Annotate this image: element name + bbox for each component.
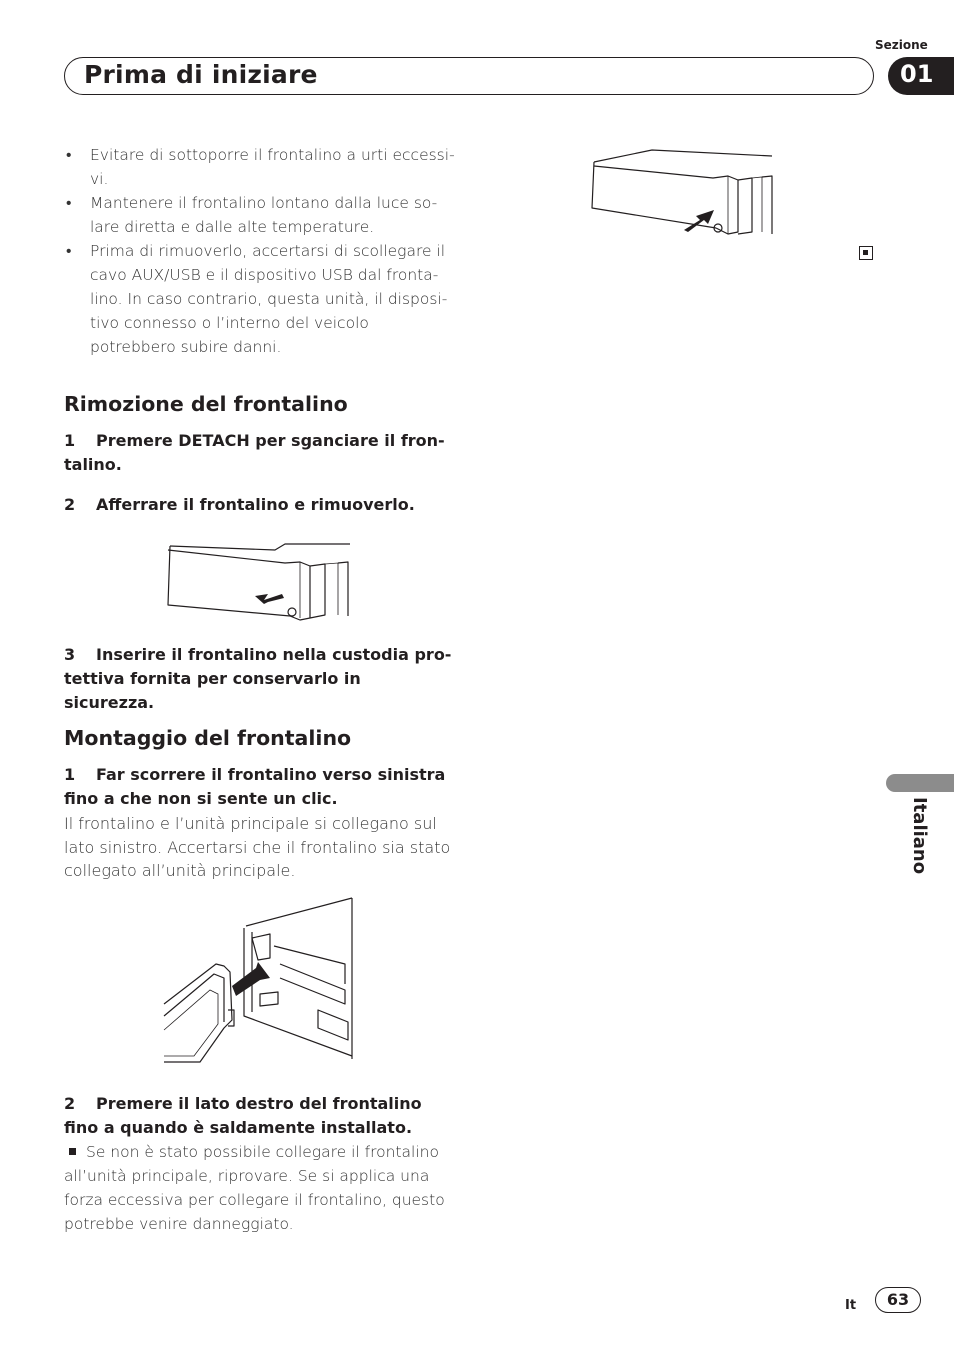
remove-faceplate-illustration <box>160 530 355 622</box>
step-text: Afferrare il frontalino e rimuoverlo. <box>96 495 415 514</box>
language-code: It <box>845 1298 857 1313</box>
section-number-badge: 01 <box>888 57 954 95</box>
mounting-note <box>64 1140 456 1236</box>
attach-faceplate-illustration <box>160 894 355 1072</box>
removal-step-3 <box>64 643 454 715</box>
attach-right-side-illustration <box>588 148 776 240</box>
language-label: Italiano <box>909 797 930 875</box>
note-icon <box>69 1148 76 1155</box>
step-number: 1 <box>64 431 76 450</box>
step-number: 2 <box>64 1094 76 1113</box>
mounting-step-1-body: Il frontalino e l’unità principale si collegano sul lato sinistro. Accertarsi che il frontalino sia stato collegato all’unità principale. <box>64 814 451 880</box>
step-text: Premere il lato destro del frontalino fino a quando è saldamente installato. <box>64 1094 422 1137</box>
removal-step-2 <box>64 493 454 517</box>
mounting-step-1 <box>64 763 454 811</box>
mounting-heading: Montaggio del frontalino <box>64 726 352 750</box>
removal-step-1 <box>64 429 454 477</box>
section-label: Sezione <box>875 38 928 52</box>
step-number: 2 <box>64 495 76 514</box>
list-item: • Evitare di sottoporre il frontalino a urti eccessi-vi. <box>64 143 456 191</box>
list-item: • Mantenere il frontalino lontano dalla luce so-lare diretta e dalle alte temperature. <box>64 191 456 239</box>
removal-heading: Rimozione del frontalino <box>64 392 348 416</box>
note-text: Se non è stato possibile collegare il frontalino all’unità principale, riprovare. Se si applica una forza eccessiva per collegare il frontalino, questo potrebbe venire danneggiato. <box>64 1143 445 1233</box>
page-title: Prima di iniziare <box>84 60 318 89</box>
step-text: Inserire il frontalino nella custodia pro-tettiva fornita per conservarlo in sicurezza. <box>64 645 452 712</box>
end-of-section-icon <box>859 246 873 260</box>
mounting-step-2 <box>64 1092 454 1140</box>
page-number: 63 <box>875 1287 921 1313</box>
step-number: 1 <box>64 765 76 784</box>
intro-bullet-list <box>64 143 456 359</box>
step-text: Far scorrere il frontalino verso sinistra fino a che non si sente un clic. <box>64 765 446 808</box>
list-item: • Prima di rimuoverlo, accertarsi di scollegare il cavo AUX/USB e il dispositivo USB dal fronta-lino. In caso contrario, questa unità, il disposi-tivo connesso o l’interno del veicolo potrebbero subire danni. <box>64 239 456 359</box>
language-tab <box>886 774 954 792</box>
step-text: Premere DETACH per sganciare il fron-talino. <box>64 431 445 474</box>
step-number: 3 <box>64 645 76 664</box>
